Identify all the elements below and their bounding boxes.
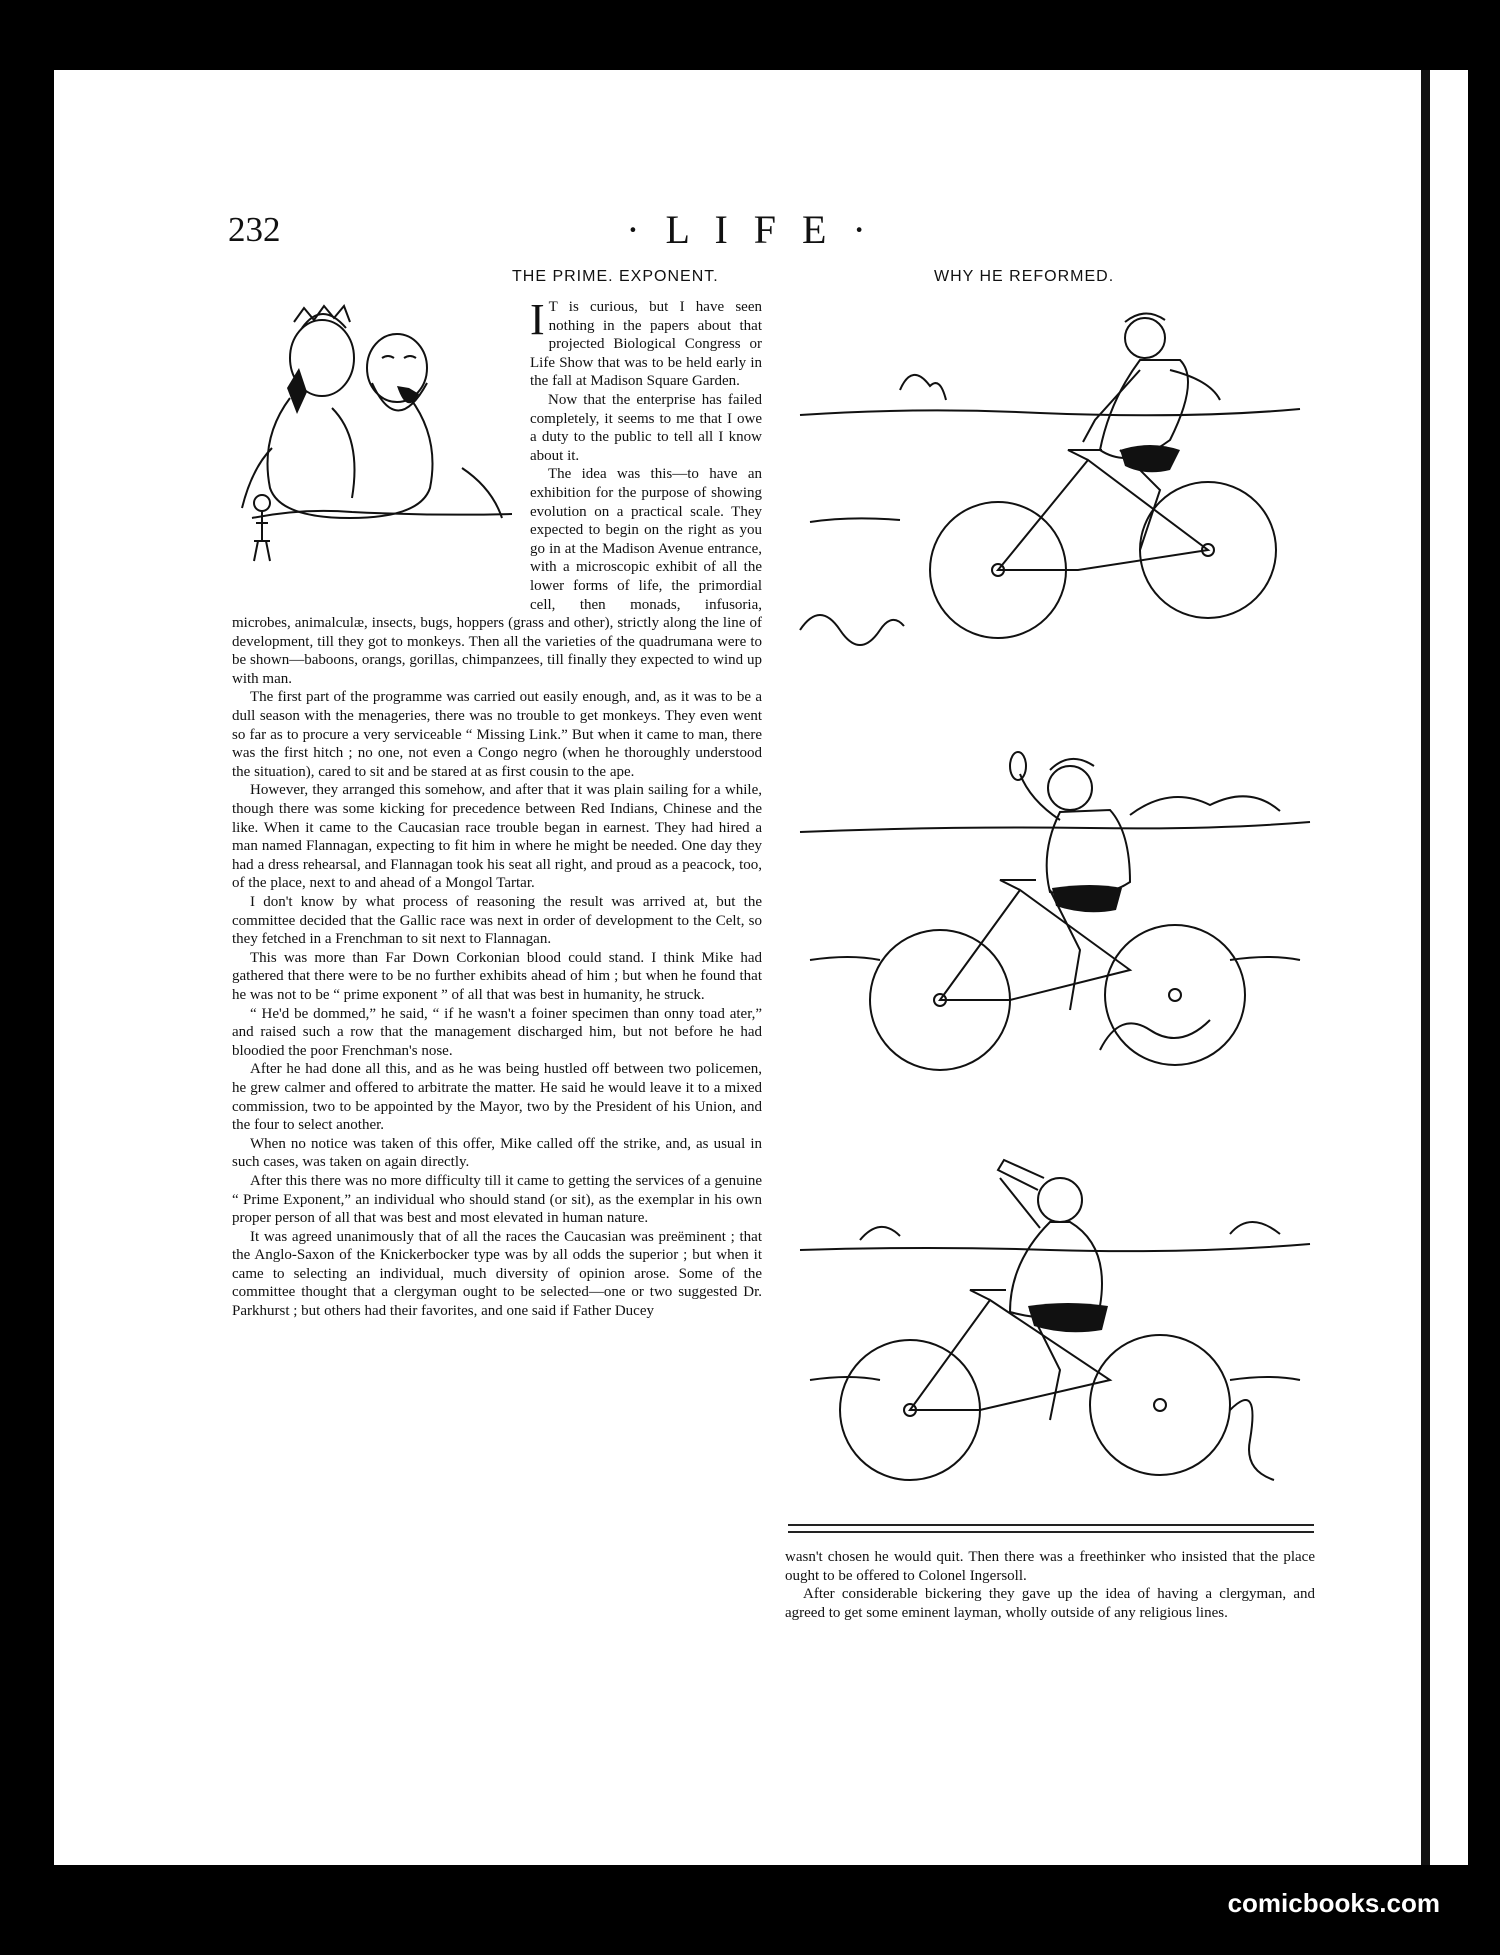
cartoon-title: WHY HE REFORMED. xyxy=(934,268,1115,285)
article-paragraph: It was agreed unanimously that of all the races the Caucasian was preëminent ; that the Anglo-Saxon of the Knickerbocker type was by all odds the superior ; but when it came to selecting an individual, much diversity of opinion arose. Some of the committee thought that a clergyman ought to be selected—one or two suggested Dr. Parkhurst ; but others had their favorites, and one said if Father Ducey xyxy=(232,1228,762,1320)
article-illustration xyxy=(232,298,522,598)
page-gutter xyxy=(1421,70,1430,1865)
column-rule-top xyxy=(788,1524,1314,1526)
drop-cap: I xyxy=(530,295,545,344)
article-paragraph: After considerable bickering they gave up the idea of having a clergyman, and agreed to get some eminent layman, wholly outside of any religious lines. xyxy=(785,1586,1315,1621)
cartoon-panel-2 xyxy=(790,720,1315,1080)
article-column-left xyxy=(232,295,762,1658)
article-paragraph: I don't know by what process of reasoning the result was arrived at, but the committee decided that the Gallic race was next in order of development to the Celt, so they fetched in a Frenchman to sit next to Flannagan. xyxy=(232,894,762,948)
article-paragraph: When no notice was taken of this offer, Mike called off the strike, and, as usual in such cases, was taken on again directly. xyxy=(232,1135,762,1171)
article-paragraph: After he had done all this, and as he was being hustled off between two policemen, he grew calmer and offered to arbitrate the matter. He said he would leave it to a mixed commission, two to be appointed by the Mayor, two by the President of his Union, and the four to select another. xyxy=(232,1061,762,1134)
article-paragraph: T is curious, but I have seen nothing in the papers about that projected Biological Congress or Life Show that was to be held early in the fall at Madison Square Garden. xyxy=(530,299,762,390)
article-paragraph: This was more than Far Down Corkonian blood could stand. I think Mike had gathered that there were to be no further exhibits ahead of him ; but when he found that he was not to be “ prime exponent ” of all that was best in humanity, he struck. xyxy=(232,949,762,1003)
article-paragraph: However, they arranged this somehow, and after that it was plain sailing for a while, though there was some kicking for precedence between Red Indians, Chinese and the like. When it came to the Caucasian race trouble began in earnest. They had hired a man named Flannagan, expecting to fit him in where he might be needed. One day they had a dress rehearsal, and Flannagan took his seat all right, and proud as a peacock, too, of the place, next to and ahead of a Mongol Tartar. xyxy=(232,782,762,892)
article-paragraph: The idea was this—to have an exhibition for the purpose of showing evolution on a practical scale. They expected to begin on the right as you go in at the Madison Avenue entrance, with a microscopic exhibit of all the lower forms of life, the primordial cell, then monads, infusoria, microbes, animalculæ, insects, bugs, hoppers (grass and other), strictly along the line of development, till they got to monkeys. Then all the varieties of the quadrumana were to be shown—baboons, orangs, gorillas, chimpanzees, till finally they expected to wind up with man. xyxy=(232,466,762,687)
facing-page-edge xyxy=(1430,70,1468,1865)
cartoon-panel-3 xyxy=(790,1150,1315,1490)
column-rule-bottom xyxy=(788,1531,1314,1533)
page-number: 232 xyxy=(228,210,281,249)
article-paragraph: “ He'd be dommed,” he said, “ if he wasn't a foiner specimen than onny toad ater,” and raised such a row that the management discharged him, but not before he had bloodied the poor Frenchman's nose. xyxy=(232,1005,762,1059)
masthead: · L I F E · xyxy=(626,207,874,252)
article-paragraph: After this there was no more difficulty till it came to getting the services of a genuine “ Prime Exponent,” an individual who should stand (or sit), as the exemplar in his own proper person of all that was best and most elevated in human nature. xyxy=(232,1172,762,1227)
watermark: comicbooks.com xyxy=(1227,1888,1440,1918)
article-paragraph: Now that the enterprise has failed completely, it seems to me that I owe a duty to the public to tell all I know about it. xyxy=(530,391,762,464)
article-paragraph: wasn't chosen he would quit. Then there was a freethinker who insisted that the place ought to be offered to Colonel Ingersoll. xyxy=(785,1549,1315,1584)
article-paragraph: The first part of the programme was carried out easily enough, and, as it was to be a dull season with the menageries, there was no trouble to get monkeys. They even went so far as to procure a very serviceable “ Missing Link.” But when it came to man, there was the first hitch ; no one, not even a Congo negro (when he thoroughly understood the situation), cared to sit and be stared at as first cousin to the ape. xyxy=(232,689,762,780)
cartoon-panel-1 xyxy=(790,300,1315,660)
article-column-right xyxy=(785,1548,1315,1622)
article-title: THE PRIME. EXPONENT. xyxy=(512,268,719,285)
